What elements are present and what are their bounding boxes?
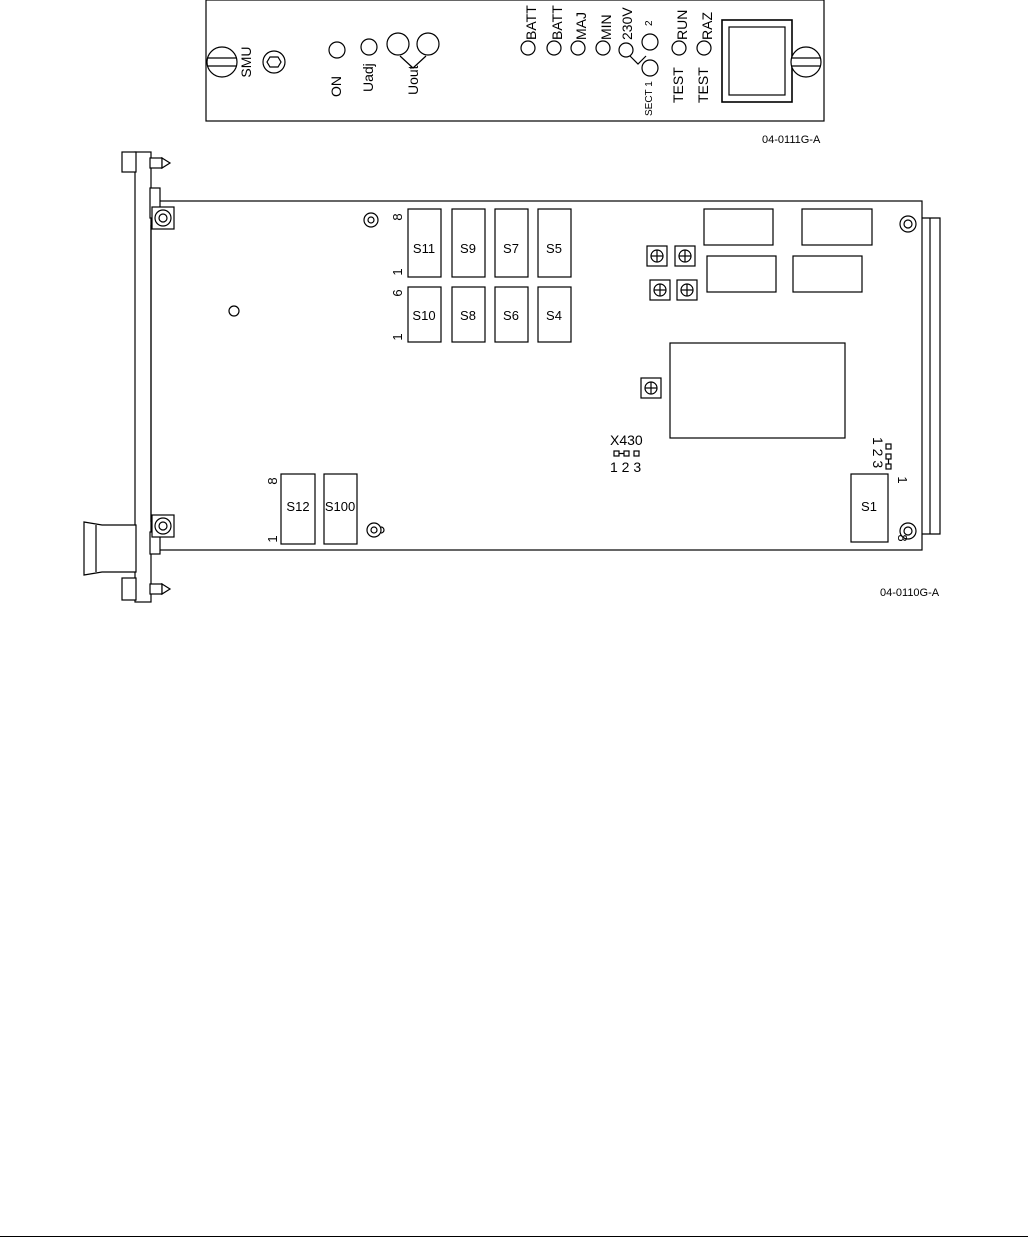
sect-1-label: SECT 1	[644, 81, 655, 116]
uadj-potentiometer	[361, 39, 377, 55]
switch-label-s4: S4	[546, 308, 562, 323]
led-label-230v: 230V	[619, 7, 635, 40]
batt2-led	[547, 41, 561, 55]
sect-2-led	[642, 34, 658, 50]
run-label: RUN	[674, 9, 690, 40]
screw-left-icon	[207, 47, 237, 77]
uout-socket-2	[417, 33, 439, 55]
component-mid-2	[793, 256, 862, 292]
trimmer-pot-2-icon	[675, 246, 695, 266]
trimmer-pot-5-icon	[641, 378, 661, 398]
component-mid-1	[707, 256, 776, 292]
switch-label-s9: S9	[460, 241, 476, 256]
fixing-nut-bottom-left-icon	[152, 515, 174, 537]
panel-handle	[722, 20, 792, 102]
led-label-min: MIN	[598, 14, 614, 40]
uout-socket-1	[387, 33, 409, 55]
on-label: ON	[328, 76, 344, 97]
switch-label-s12: S12	[286, 499, 310, 514]
power-module	[670, 343, 845, 438]
pin-label-s1-bottom: 8	[895, 534, 910, 542]
uout-label: Uout	[405, 65, 421, 95]
page-footer-rule	[0, 1236, 1028, 1237]
hex-fastener-icon	[263, 51, 285, 73]
test-label-2: TEST	[695, 67, 711, 103]
rear-connector	[922, 218, 940, 534]
min-led	[596, 41, 610, 55]
230v-led	[619, 43, 633, 57]
front-plate	[135, 152, 151, 602]
extractor-handle	[84, 522, 136, 575]
run-led	[672, 41, 686, 55]
jumper-right-pins: 1 2 3	[870, 437, 886, 469]
maj-led	[571, 41, 585, 55]
test-label-1: TEST	[670, 67, 686, 103]
pin-label-s10-bottom: 1	[390, 333, 405, 341]
circuit-board	[84, 152, 940, 602]
switch-label-s100: S100	[324, 499, 356, 514]
led-label-batt-2: BATT	[549, 5, 565, 40]
sect-1-led	[642, 60, 658, 76]
led-label-batt-1: BATT	[523, 5, 539, 40]
pin-label-s12-bottom: 1	[265, 535, 280, 543]
pin-label-s1-top: 1	[895, 476, 910, 484]
switch-label-s11: S11	[412, 241, 436, 256]
switch-label-s6: S6	[503, 308, 519, 323]
pin-label-s12-top: 8	[265, 477, 280, 485]
on-led	[329, 42, 345, 58]
switch-label-s5: S5	[546, 241, 562, 256]
pin-label-s11-bottom: 1	[390, 268, 405, 276]
uadj-label: Uadj	[360, 63, 376, 92]
front-panel-figure-id: 04-0111G-A	[762, 134, 821, 146]
sect-2-label: 2	[644, 20, 655, 26]
fixing-nut-top-left-icon	[152, 207, 174, 229]
switch-label-s10: S10	[412, 308, 436, 323]
trimmer-pot-1-icon	[647, 246, 667, 266]
led-label-maj: MAJ	[573, 12, 589, 40]
raz-label: RAZ	[699, 12, 715, 40]
component-top-1	[704, 209, 773, 245]
component-top-2	[802, 209, 872, 245]
pin-label-s10-top: 6	[390, 289, 405, 297]
mounting-hole	[229, 306, 239, 316]
switch-label-s1: S1	[861, 499, 877, 514]
front-panel	[206, 0, 824, 146]
switch-label-s7: S7	[503, 241, 519, 256]
screw-right-icon	[791, 47, 821, 77]
batt1-led	[521, 41, 535, 55]
switch-label-s8: S8	[460, 308, 476, 323]
jumper-x430-name: X430	[610, 432, 643, 448]
standoff-top-icon	[364, 213, 378, 227]
trimmer-pot-3-icon	[650, 280, 670, 300]
pin-label-s11-top: 8	[390, 213, 405, 221]
fixing-nut-top-right-icon	[900, 216, 916, 232]
module-label: SMU	[238, 46, 254, 78]
raz-led	[697, 41, 711, 55]
board-figure-id: 04-0110G-A	[880, 587, 940, 599]
jumper-x430-pins: 1 2 3	[610, 459, 642, 475]
trimmer-pot-4-icon	[677, 280, 697, 300]
jumper-x430	[610, 432, 643, 475]
